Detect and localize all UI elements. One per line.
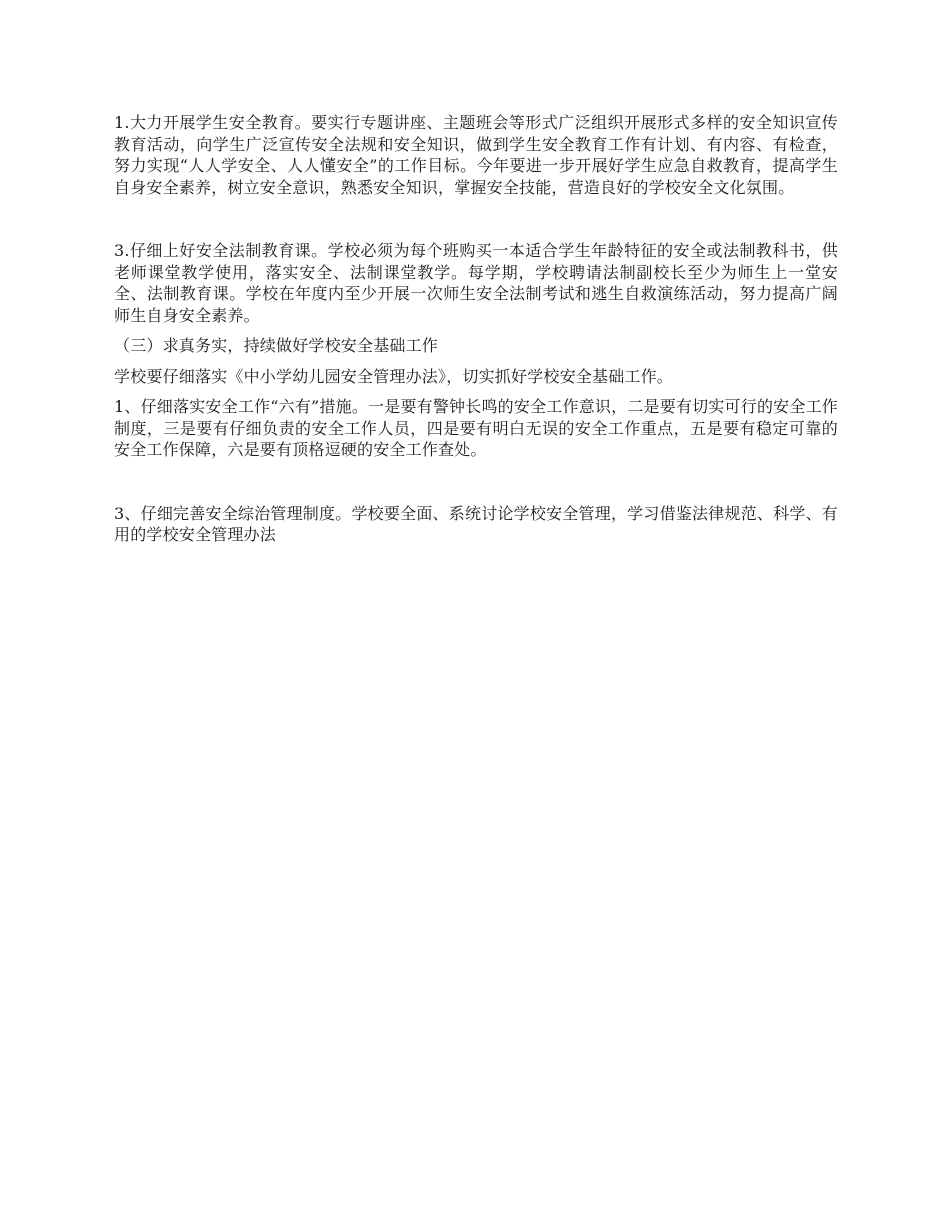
paragraph-six-measures: 1、仔细落实安全工作“六有”措施。一是要有警钟长鸣的安全工作意识，二是要有切实可行的安全工作制度，三是要有仔细负责的安全工作人员，四是要有明白无误的安全工作重点，五是要有稳定可靠的安全工作保障，六是要有顶格逗硬的安全工作查处。 (114, 397, 838, 459)
document-body (114, 112, 838, 546)
paragraph-management-system: 3、仔细完善安全综治管理制度。学校要全面、系统讨论学校安全管理，学习借鉴法律规范、科学、有用的学校安全管理办法 (114, 503, 838, 544)
section-heading-basic-work: （三）求真务实，持续做好学校安全基础工作 (114, 336, 439, 355)
paragraph-safety-education: 1.大力开展学生安全教育。要实行专题讲座、主题班会等形式广泛组织开展形式多样的安全知识宣传教育活动，向学生广泛宣传安全法规和安全知识，做到学生安全教育工作有计划、有内容、有检查，努力实现“人人学安全、人人懂安全”的工作目标。今年要进一步开展好学生应急自救教育，提高学生自身安全素养，树立安全意识，熟悉安全知识，掌握安全技能，营造良好的学校安全文化氛围。 (114, 113, 838, 197)
paragraph-management-measures: 学校要仔细落实《中小学幼儿园安全管理办法》，切实抓好学校安全基础工作。 (114, 366, 674, 386)
paragraph-legal-education-class: 3.仔细上好安全法制教育课。学校必须为每个班购买一本适合学生年龄特征的安全或法制教科书，供老师课堂教学使用，落实安全、法制课堂教学。每学期，学校聘请法制副校长至少为师生上一堂安全、法制教育课。学校在年度内至少开展一次师生安全法制考试和逃生自救演练活动，努力提高广阔师生自身安全素养。 (114, 241, 838, 325)
